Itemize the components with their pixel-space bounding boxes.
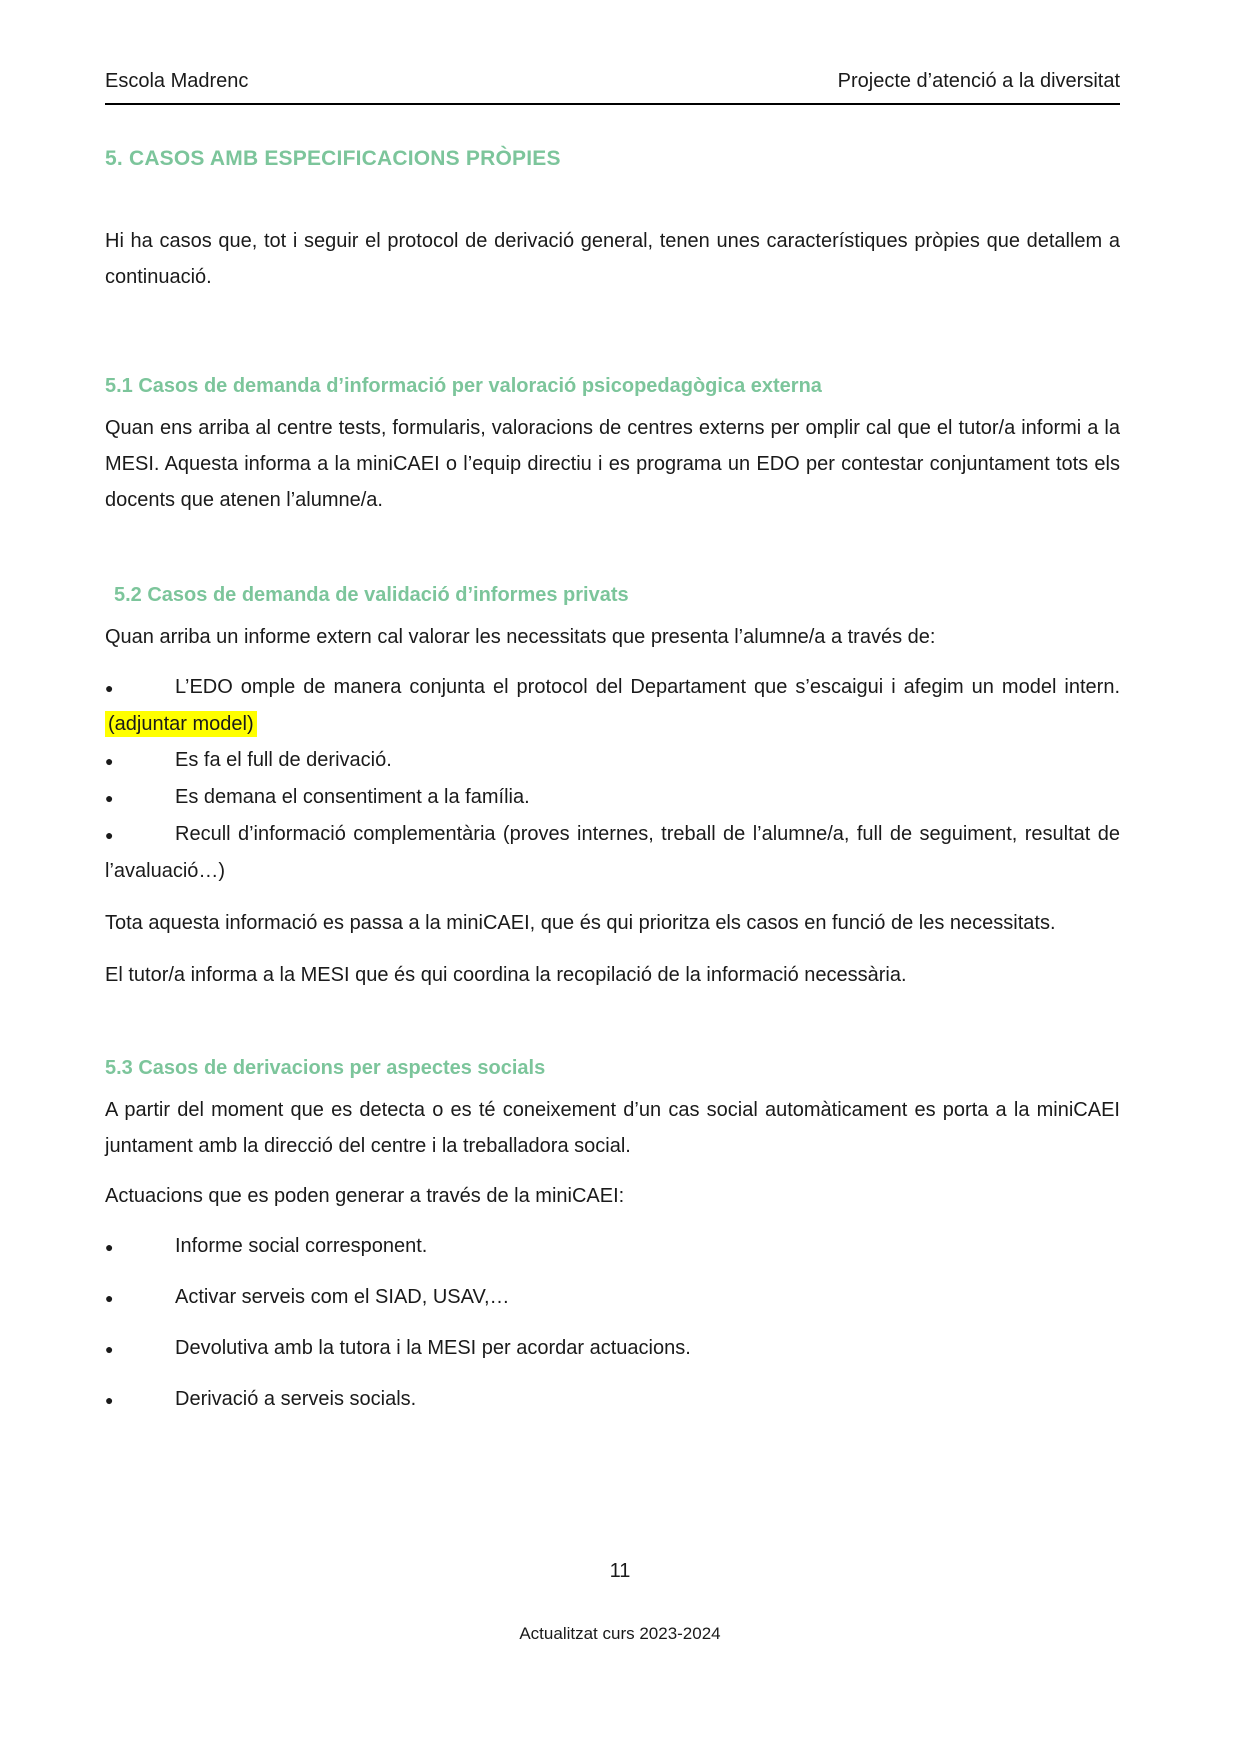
list-item-text: Informe social corresponent. xyxy=(175,1235,428,1257)
list-item xyxy=(105,1279,1120,1316)
list-item xyxy=(105,1228,1120,1265)
section-5-3-heading: 5.3 Casos de derivacions per aspectes socials xyxy=(105,1057,546,1079)
section-5-2-intro: Quan arriba un informe extern cal valorar les necessitats que presenta l’alumne/a a través de: xyxy=(105,626,936,648)
bullet-icon: ● xyxy=(105,790,114,806)
bullet-icon: ● xyxy=(105,753,114,769)
list-item-text: Derivació a serveis socials. xyxy=(175,1388,417,1410)
page-header xyxy=(105,70,1120,105)
list-item-text: Es fa el full de derivació. xyxy=(175,749,392,771)
section-5-3-paragraph-1: A partir del moment que es detecta o es té coneixement d’un cas social automàticament es porta a la miniCAEI juntament amb la direcció del centre i la treballadora social. xyxy=(105,1099,1120,1157)
section-5-1-heading: 5.1 Casos de demanda d’informació per valoració psicopedagògica externa xyxy=(105,375,822,397)
bullet-icon: ● xyxy=(105,1290,114,1306)
section-5-title: 5. CASOS AMB ESPECIFICACIONS PRÒPIES xyxy=(105,147,561,170)
list-item xyxy=(105,1381,1120,1418)
intro-paragraph: Hi ha casos que, tot i seguir el protocol de derivació general, tenen unes característiques pròpies que detallem a continuació. xyxy=(105,230,1120,288)
list-item-text: Devolutiva amb la tutora i la MESI per acordar actuacions. xyxy=(175,1337,691,1359)
list-item xyxy=(105,742,1120,779)
bullet-icon: ● xyxy=(105,1341,114,1357)
header-document-title: Projecte d’atenció a la diversitat xyxy=(837,70,1120,92)
section-5-2-paragraph-1: Tota aquesta informació es passa a la miniCAEI, que és qui prioritza els casos en funció de les necessitats. xyxy=(105,912,1056,934)
section-5-2-paragraph-2: El tutor/a informa a la MESI que és qui coordina la recopilació de la informació necessària. xyxy=(105,964,907,986)
section-5-3-paragraph-2: Actuacions que es poden generar a través de la miniCAEI: xyxy=(105,1185,625,1207)
list-item xyxy=(105,816,1120,889)
list-item-text: Es demana el consentiment a la família. xyxy=(175,786,530,808)
section-5-2-heading: 5.2 Casos de demanda de validació d’informes privats xyxy=(114,584,629,606)
section-5-2-bullet-list xyxy=(105,669,1120,889)
highlighted-text: (adjuntar model) xyxy=(105,711,257,737)
list-item xyxy=(105,669,1120,742)
bullet-icon: ● xyxy=(105,680,114,696)
list-item-text: L’EDO omple de manera conjunta el protocol del Departament que s’escaigui i afegim un model intern. xyxy=(175,676,1120,698)
list-item-text: Recull d’informació complementària (proves internes, treball de l’alumne/a, full de seguiment, resultat de l’avaluació…) xyxy=(105,823,1120,882)
section-5-1-paragraph: Quan ens arriba al centre tests, formularis, valoracions de centres externs per omplir cal que el tutor/a informi a la MESI. Aquesta informa a la miniCAEI o l’equip directiu i es programa un EDO per contestar conjuntament tots els docents que atenen l’alumne/a. xyxy=(105,417,1120,511)
list-item xyxy=(105,1330,1120,1367)
list-item-text: Activar serveis com el SIAD, USAV,… xyxy=(175,1286,510,1308)
bullet-icon: ● xyxy=(105,1239,114,1255)
page-number: 11 xyxy=(609,1560,631,1582)
header-school-name: Escola Madrenc xyxy=(105,70,249,92)
footer-note: Actualitzat curs 2023-2024 xyxy=(519,1624,721,1643)
section-5-3-bullet-list xyxy=(105,1228,1120,1418)
bullet-icon: ● xyxy=(105,827,114,843)
list-item xyxy=(105,779,1120,816)
bullet-icon: ● xyxy=(105,1392,114,1408)
